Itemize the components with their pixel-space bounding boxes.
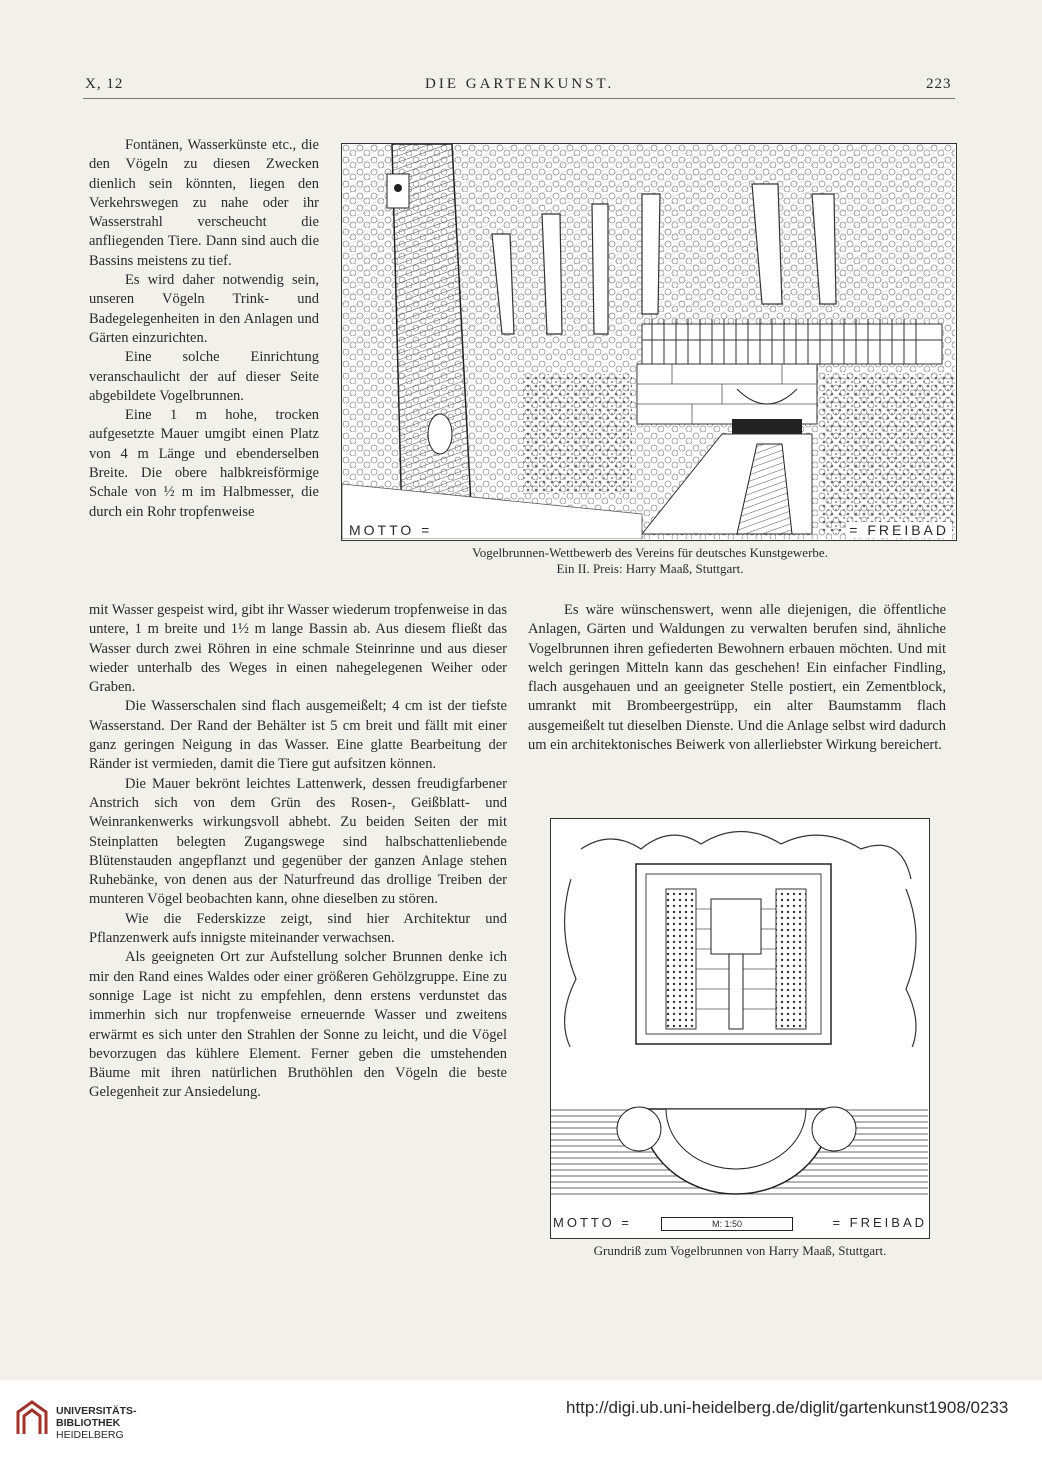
paragraph: Wie die Federskizze zeigt, sind hier Architektur und Pflanzenwerk aufs innigste miteinander verwachsen. [89,910,507,947]
library-name-line: UNIVERSITÄTS- [56,1405,137,1417]
motto-label: MOTTO = [553,1215,632,1230]
motto-label: MOTTO = [346,522,435,538]
source-url-link[interactable]: http://digi.ub.uni-heidelberg.de/diglit/gartenkunst1908/0233 [566,1398,1009,1417]
left-column-top [89,136,319,522]
paragraph: Die Wasserschalen sind flach ausgemeißelt; 4 cm ist der tiefste Wasserstand. Der Rand der Behälter ist 5 cm breit und fällt mit einer ganz geringen Neigung in das Wasser. Eine glatte Bearbeitung der Ränder ist vermieden, damit die Tiere gut aufsitzen können. [89,698,507,773]
fountain-sketch-illustration [342,144,955,539]
page-number: 223 [926,76,952,92]
library-logo-icon [14,1398,50,1438]
caption-line: Ein II. Preis: Harry Maaß, Stuttgart. [556,561,744,576]
library-name [56,1405,137,1441]
right-column [528,601,946,755]
journal-title: DIE GARTENKUNST. [425,76,615,92]
paragraph: Als geeigneten Ort zur Aufstellung solcher Brunnen denke ich mir den Rand eines Waldes oder einer größeren Gehölzgruppe. Eine zu sonnige Lage ist nicht zu empfehlen, denn erstens verdunstet das immerhin sich nur tropfenweise erneuernde Wasser und zweitens erwärmt es sich unter den Strahlen der Sonne zu leicht, und die Vögel bevorzugen das kühlere Element. Ferner geben die umstehenden Bäume mit ihren natürlichen Bruthöhlen den Vögeln die beste Gelegenheit zur Ansiedelung. [89,949,507,1101]
header-rule [83,98,955,99]
paragraph: mit Wasser gespeist wird, gibt ihr Wasser wiederum tropfenweise in das untere, 1 m breite und 1½ m lange Bassin ab. Aus diesem fließt das Wasser durch zwei Röhren in eine schmale Steinrinne und aus dieser wieder unterhalb des Weges in einen nahegelegenen Weiher oder Graben. [89,602,507,696]
motto-label: = FREIBAD [846,522,952,538]
figure1-caption [380,545,920,577]
fountain-sketch-figure [341,143,957,541]
paragraph: Fontänen, Wasserkünste etc., die den Vögeln zu diesen Zwecken dienlich sein könnten, liegen den Verkehrswegen zu nahe oder ihr Wasserstrahl verscheucht die anfliegenden Tiere. Dann sind auch die Bassins meistens zu tief. [89,137,319,269]
figure2-caption: Grundriß zum Vogelbrunnen von Harry Maaß, Stuttgart. [593,1243,887,1258]
caption-line: Vogelbrunnen-Wettbewerb des Vereins für deutsches Kunstgewerbe. [472,545,828,560]
library-name-line: BIBLIOTHEK [56,1417,121,1429]
paragraph: Eine 1 m hohe, trocken aufgesetzte Mauer umgibt einen Platz von 4 m Länge und ebenderselben Breite. Die obere halbkreisförmige Schale von ½ m im Halbmesser, die durch ein Rohr tropfenweise [89,407,319,520]
scale-bar: M: 1:50 [661,1217,793,1231]
paragraph: Die Mauer bekrönt leichtes Lattenwerk, dessen freudigfarbener Anstrich sich von dem Grün des Rosen-, Geißblatt- und Weinrankenwerks wirkungsvoll abhebt. Zu beiden Seiten der mit Steinplatten belegten Zugangswege sind halbschattenliebende Blütenstauden angepflanzt und gegenüber der ganzen Anlage stehen Ruhebänke, von denen aus der Naturfreund das drollige Treiben der munteren Vögel beobachten kann, ohne dieselben zu stören. [89,775,507,908]
motto-label: = FREIBAD [832,1215,927,1230]
page-section-number: X, 12 [85,76,124,92]
paragraph: Es wäre wünschenswert, wenn alle diejenigen, die öffentliche Anlagen, Gärten und Waldungen zu verwalten berufen sind, ähnliche Vogelbrunnen ihren gefiederten Bewohnern erbauen möchten. Und mit welch geringen Mitteln kann das geschehen! Ein einfacher Findling, flach ausgehauen und an geeigneter Stelle postiert, ein Zementblock, umrankt mit Brombeergestrüpp, ein alter Baumstamm flach ausgemeißelt tut dieselben Dienste. Und die Anlage selbst wird dadurch um ein architektonisches Beiwerk von allerliebster Wirkung bereichert. [528,602,946,754]
left-column-bottom [89,601,507,1103]
library-name-line: HEIDELBERG [56,1429,124,1441]
footer [0,1380,1042,1461]
ground-plan-figure [550,818,930,1239]
paragraph: Es wird daher notwendig sein, unseren Vögeln Trink- und Badegelegenheiten in den Anlagen und Gärten einzurichten. [89,272,319,346]
ground-plan-illustration [551,819,928,1237]
paragraph: Eine solche Einrichtung veranschaulicht der auf dieser Seite abgebildete Vogelbrunnen. [89,349,319,404]
